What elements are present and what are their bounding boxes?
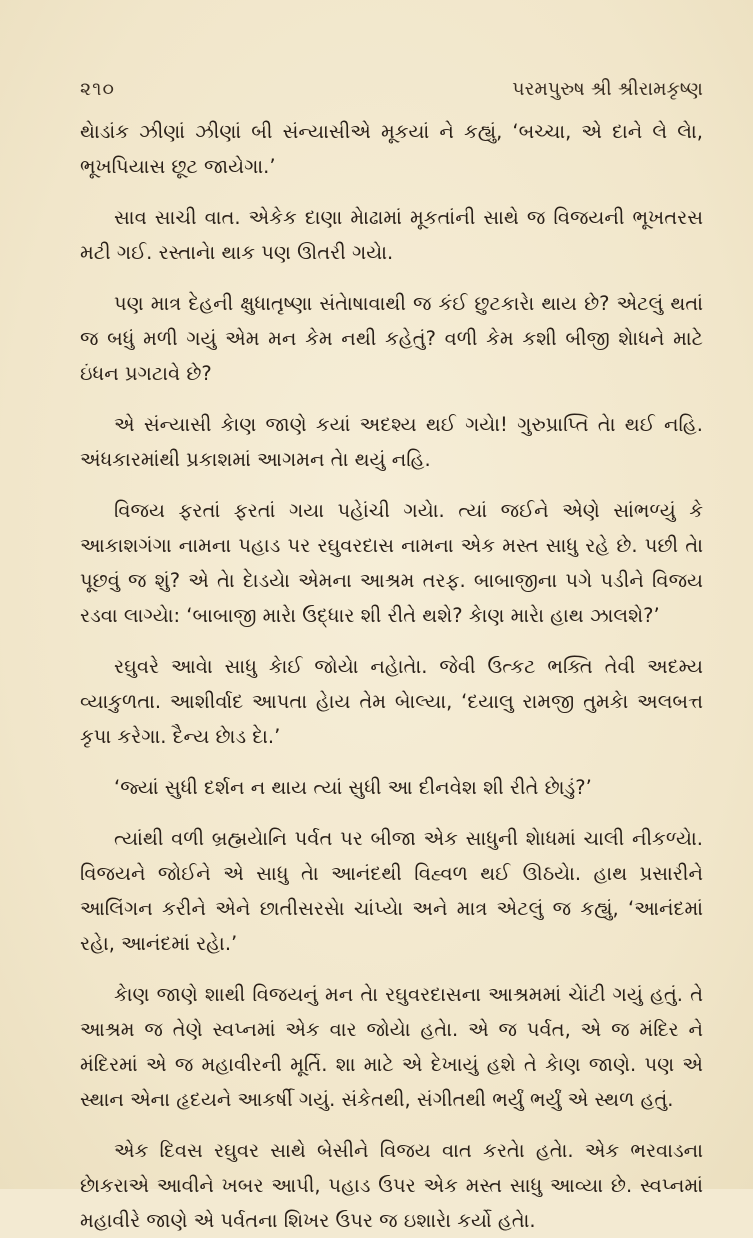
paragraph: વિજય ફરતાં ફરતાં ગયા પહેાંચી ગયેા. ત્યાં જઈને એણે સાંભળ્યું કે આકાશગંગા નામના પહાડ પર રઘુવરદાસ નામના એક મસ્ત સાધુ રહે છે. પછી તેા પૂછવું જ શું? એ તેા દેાડયેા એમના આશ્રમ તરફ. બાબાજીના પગે પડીને વિજય રડવા લાગ્યેા: ‘બાબાજી મારેા ઉદ્ધાર શી રીતે થશે? કેાણ મારેા હાથ ઝાલશે?’ xyxy=(80,499,703,627)
paragraph: થેાડાંક ઝીણાં ઝીણાં બી સંન્યાસીએ મૂકયાં ને કહ્યું, ‘બચ્ચા, એ દાને લે લેા, ભૂખપિયાસ છૂટ જાયેગા.’ xyxy=(80,120,703,178)
running-header xyxy=(80,78,703,100)
paragraph: પણ માત્ર દેહની ક્ષુધાતૃષ્ણા સંતેાષાવાથી જ કંઈ છુટકારેા થાય છે? એટલું થતાં જ બધું મળી ગયું એમ મન કેમ નથી કહેતું? વળી કેમ કશી બીજી શેાધને માટે ઇંધન પ્રગટાવે છે? xyxy=(80,292,703,385)
body-text xyxy=(80,114,703,1238)
paragraph: એક દિવસ રઘુવર સાથે બેસીને વિજય વાત કરતેા હતેા. એક ભરવાડના છેાકરાએ આવીને ખબર આપી, પહાડ ઉપર એક મસ્ત સાધુ આવ્યા છે. સ્વપ્નમાં મહાવીરે જાણે એ પર્વતના શિખર ઉપર જ ઇશારેા કર્યો હતેા. xyxy=(80,1139,703,1232)
paragraph: રઘુવરે આવેા સાધુ કેાઈ જોયેા નહેાતેા. જેવી ઉત્કટ ભક્તિ તેવી અદમ્ય વ્યાકુળતા. આશીર્વાદ આપતા હેાય તેમ બેાલ્યા, ‘દયાલુ રામજી તુમકેા અલબત્ત કૃપા કરેગા. દૈન્ય છેાડ દેા.’ xyxy=(80,655,703,748)
paragraph: એ સંન્યાસી કેાણ જાણે કયાં અદશ્ય થઈ ગયેા! ગુરુપ્રાપ્તિ તેા થઈ નહિ. અંધકારમાંથી પ્રકાશમાં આગમન તેા થયું નહિ. xyxy=(80,413,703,471)
paragraph: કેાણ જાણે શાથી વિજયનું મન તેા રઘુવરદાસના આશ્રમમાં ચેાંટી ગયું હતું. તે આશ્રમ જ તેણે સ્વપ્નમાં એક વાર જોયેા હતેા. એ જ પર્વત, એ જ મંદિર ને મંદિરમાં એ જ મહાવીરની મૂર્તિ. શા માટે એ દેખાયું હશે તે કેાણ જાણે. પણ એ સ્થાન એના હૃદયને આકર્ષી ગયું. સંકેતથી, સંગીતથી ભર્યું ભર્યું એ સ્થળ હતું. xyxy=(80,983,703,1111)
paragraph: ત્યાંથી વળી બ્રહ્મયેાનિ પર્વત પર બીજા એક સાધુની શેાધમાં ચાલી નીકળ્યેા. વિજયને જોઈને એ સાધુ તેા આનંદથી વિહ્વળ થઈ ઊઠયેા. હાથ પ્રસારીને આલિંગન કરીને એને છાતીસરસેા ચાંપ્યેા અને માત્ર એટલું જ કહ્યું, ‘આનંદમાં રહેા, આનંદમાં રહેા.’ xyxy=(80,827,703,955)
running-title: પરમપુરુષ શ્રી શ્રીરામકૃષ્ણ xyxy=(512,78,703,100)
paragraph: ‘જ્યાં સુધી દર્શન ન થાય ત્યાં સુધી આ દીનવેશ શી રીતે છેાડું?’ xyxy=(114,776,592,799)
paragraph: સાવ સાચી વાત. એકેક દાણા મેાઢામાં મૂકતાંની સાથે જ વિજયની ભૂખતરસ મટી ગઈ. રસ્તાનેા થાક પણ ઊતરી ગયેા. xyxy=(80,206,703,264)
page-number: ૨૧૦ xyxy=(80,78,115,100)
